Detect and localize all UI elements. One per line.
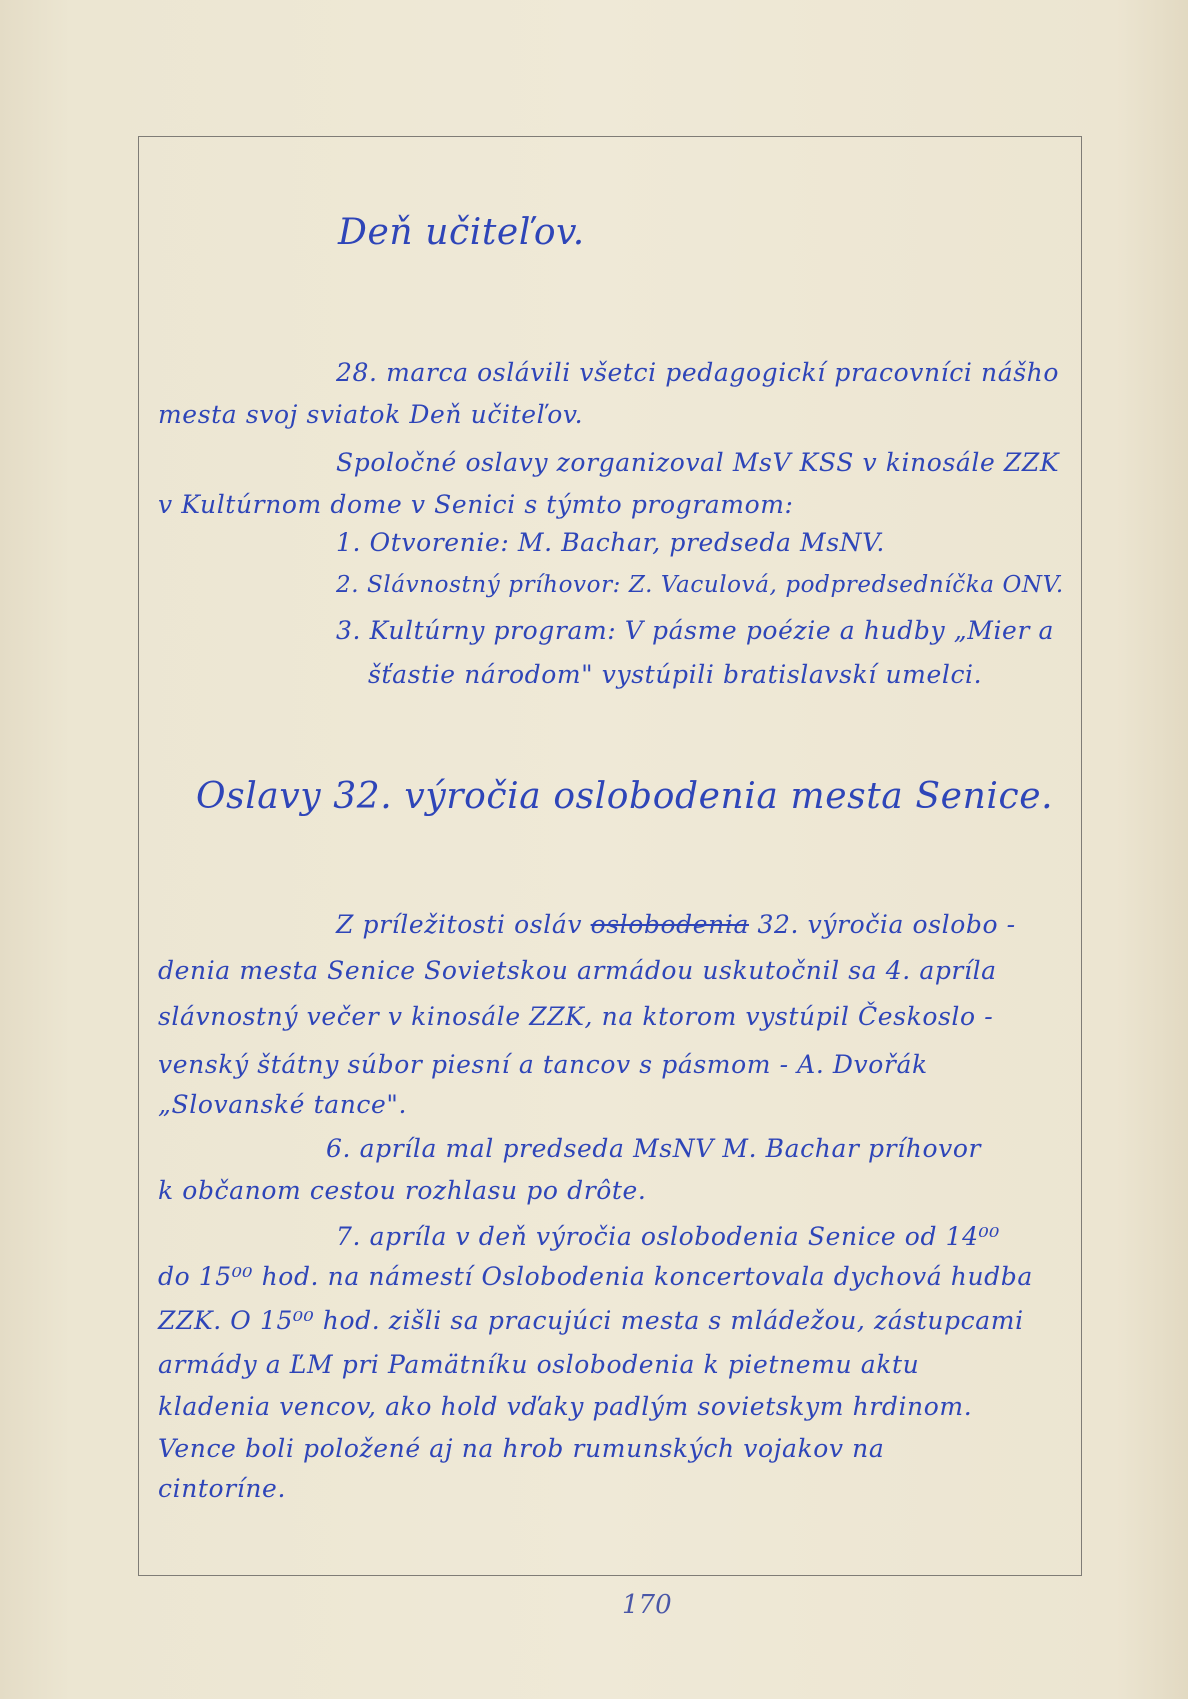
program-item-2: 2. Slávnostný príhovor: Z. Vaculová, podpredsedníčka ONV. xyxy=(336,572,1064,598)
text-line: šťastie národom" vystúpili bratislavskí umelci. xyxy=(368,660,983,689)
text-segment: 32. výročia oslobo - xyxy=(757,910,1016,939)
program-item-1: 1. Otvorenie: M. Bachar, predseda MsNV. xyxy=(336,528,885,557)
text-line: v Kultúrnom dome v Senici s týmto programom: xyxy=(158,490,794,519)
text-segment: Z príležitosti osláv xyxy=(336,910,583,939)
struck-word: oslobodenia xyxy=(590,910,749,939)
text-line: k občanom cestou rozhlasu po drôte. xyxy=(158,1176,647,1205)
text-line: slávnostný večer v kinosále ZZK, na ktorom vystúpil Českoslo - xyxy=(158,1002,994,1031)
text-line: mesta svoj sviatok Deň učiteľov. xyxy=(158,400,584,429)
text-line: cintoríne. xyxy=(158,1474,286,1503)
text-line: Vence boli položené aj na hrob rumunských vojakov na xyxy=(158,1434,885,1463)
text-line: 28. marca oslávili všetci pedagogickí pracovníci nášho xyxy=(336,358,1060,387)
text-line: do 15⁰⁰ hod. na námestí Oslobodenia koncertovala dychová hudba xyxy=(158,1262,1033,1291)
page-title: Deň učiteľov. xyxy=(338,212,585,253)
text-line: „Slovanské tance". xyxy=(158,1090,408,1119)
text-line: armády a ĽM pri Pamätníku oslobodenia k pietnemu aktu xyxy=(158,1350,920,1379)
page-number: 170 xyxy=(622,1590,672,1620)
text-line: 7. apríla v deň výročia oslobodenia Senice od 14⁰⁰ xyxy=(336,1222,1000,1251)
text-line: Spoločné oslavy zorganizoval MsV KSS v kinosále ZZK xyxy=(336,448,1060,477)
program-item-3: 3. Kultúrny program: V pásme poézie a hudby „Mier a xyxy=(336,616,1055,645)
text-line: ZZK. O 15⁰⁰ hod. zišli sa pracujúci mesta s mládežou, zástupcami xyxy=(158,1306,1024,1335)
text-line: venský štátny súbor piesní a tancov s pásmom - A. Dvořák xyxy=(158,1050,928,1079)
section-heading: Oslavy 32. výročia oslobodenia mesta Senice. xyxy=(196,776,1054,817)
text-line: denia mesta Senice Sovietskou armádou uskutočnil sa 4. apríla xyxy=(158,956,997,985)
text-line xyxy=(336,910,1016,939)
text-line: kladenia vencov, ako hold vďaky padlým sovietskym hrdinom. xyxy=(158,1392,973,1421)
text-line: 6. apríla mal predseda MsNV M. Bachar príhovor xyxy=(326,1134,982,1163)
